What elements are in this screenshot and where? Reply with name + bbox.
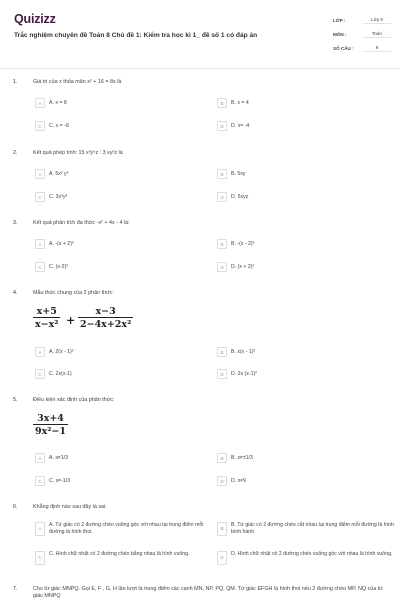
option-c[interactable]: [35, 121, 210, 131]
option-a[interactable]: [35, 239, 210, 249]
fraction-denominator: 2−4x+2x²: [80, 319, 132, 330]
option-letter: B: [217, 522, 227, 536]
question-number: 7.: [13, 586, 18, 592]
option-text: B. 5xy: [231, 171, 246, 177]
option-text: D. x= -4: [231, 123, 250, 129]
option-text: D. 2x (x-1)²: [231, 371, 257, 377]
option-text: A. x≠1/3: [49, 455, 68, 461]
option-b[interactable]: [217, 239, 395, 249]
question-text: Kết quả phân tích đa thức -x² + 4x - 4 là:: [33, 220, 130, 226]
option-letter: B: [217, 453, 227, 463]
option-b[interactable]: [217, 522, 395, 536]
meta-count-value: 9: [363, 45, 391, 52]
option-letter: C: [35, 369, 45, 379]
fraction-numerator: x+5: [36, 306, 57, 317]
option-text: A. 5x² y³: [49, 171, 69, 177]
option-text: D. 5xyz: [231, 194, 249, 200]
option-text: B. x(x - 1)²: [231, 349, 256, 355]
fraction-numerator: 3x+4: [37, 413, 64, 424]
meta-subject-label: MÔN :: [333, 31, 347, 37]
question-text: Điều kiện xác định của phân thức:: [33, 397, 115, 403]
option-text: B. x = 4: [231, 100, 249, 106]
option-letter: D: [217, 121, 227, 131]
option-text: B. Tứ giác có 2 đường chéo cắt nhau tại trung điểm mỗi đường là hình bình hành: [231, 522, 394, 535]
option-d[interactable]: [217, 262, 395, 272]
option-b[interactable]: [217, 169, 395, 179]
option-text: D. Hình chữ nhật có 2 đường chéo vuông góc với nhau là hình vuông.: [231, 551, 393, 557]
option-letter: B: [217, 239, 227, 249]
meta-box: [333, 13, 391, 55]
option-letter: D: [217, 476, 227, 486]
option-text: C. (x-2)²: [49, 264, 69, 270]
question-text: Giá trị của x thỏa mãn x² + 16 = 8x là: [33, 79, 122, 85]
plus-sign: +: [66, 314, 76, 327]
option-text: D. (x + 2)²: [231, 264, 255, 270]
option-c[interactable]: [35, 262, 210, 272]
option-c[interactable]: [35, 369, 210, 379]
option-text: C. Hình chữ nhật có 2 đường chéo bằng nhau là hình vuông.: [49, 551, 190, 557]
option-text: C. 2x(x-1): [49, 371, 72, 377]
fraction-expression: [78, 306, 133, 330]
option-letter: D: [217, 262, 227, 272]
question-number: 4.: [13, 290, 18, 296]
question-text: Mẫu thức chung của 2 phân thức:: [33, 290, 114, 296]
option-text: B. x≠±1/3: [231, 455, 253, 461]
question-number: 1.: [13, 79, 18, 85]
option-letter: A: [35, 347, 45, 357]
option-letter: A: [35, 522, 45, 536]
question-number: 3.: [13, 220, 18, 226]
option-text: D. x≠9: [231, 478, 246, 484]
option-b[interactable]: [217, 347, 395, 357]
option-letter: C: [35, 121, 45, 131]
option-letter: C: [35, 551, 45, 565]
option-c[interactable]: [35, 192, 210, 202]
option-a[interactable]: [35, 169, 210, 179]
option-d[interactable]: [217, 192, 395, 202]
option-text: A. x = 8: [49, 100, 67, 106]
question-number: 5.: [13, 397, 18, 403]
option-a[interactable]: [35, 522, 210, 536]
meta-class-label: LỚP :: [333, 17, 346, 23]
question-text: Cho tứ giác MNPQ. Gọi E, F , G, H lần lượt là trung điểm các cạnh MN, NP, PQ, QM. Tứ giác EFGH là hình thoi nếu 2 đường chéo MP, NQ của tứ giác MNPQ: [33, 586, 383, 599]
quizizz-logo: Quizizz: [14, 12, 56, 26]
option-letter: C: [35, 262, 45, 272]
option-letter: D: [217, 369, 227, 379]
meta-subject: [333, 27, 391, 41]
document-title: Trắc nghiệm chuyên đề Toán 8 Chủ đề 1: Kiểm tra học kì 1_ đề số 1 có đáp án: [14, 32, 258, 39]
option-a[interactable]: [35, 98, 210, 108]
option-d[interactable]: [217, 369, 395, 379]
meta-count-label: SỐ CÂU :: [333, 45, 354, 51]
meta-subject-value: Toán: [363, 31, 391, 38]
option-text: C. x≠-1/3: [49, 478, 71, 484]
option-letter: C: [35, 192, 45, 202]
question-text: Kết quả phép tính: 15 x³y⁵z : 3 xy²z là: [33, 150, 123, 156]
question-number: 2.: [13, 150, 18, 156]
question-text: Khẳng định nào sau đây là sai:: [33, 504, 107, 510]
fraction-expression: [33, 306, 60, 330]
option-text: A. Tứ giác có 2 đường chéo vuông góc với nhau tại trung điểm mỗi đường là hình thoi.: [49, 522, 204, 535]
option-letter: A: [35, 98, 45, 108]
option-letter: B: [217, 98, 227, 108]
fraction-denominator: 9x²−1: [35, 426, 67, 437]
option-text: B. -(x - 2)²: [231, 241, 255, 247]
option-c[interactable]: [35, 551, 210, 565]
fraction-numerator: x−3: [95, 306, 116, 317]
option-letter: A: [35, 453, 45, 463]
option-text: C. 3x²y³: [49, 194, 68, 200]
option-letter: D: [217, 192, 227, 202]
option-text: C. x = -8: [49, 123, 69, 129]
option-a[interactable]: [35, 347, 210, 357]
option-text: A. -(x + 2)²: [49, 241, 74, 247]
option-d[interactable]: [217, 121, 395, 131]
meta-class-value: Lớp 8: [363, 17, 391, 24]
option-b[interactable]: [217, 98, 395, 108]
option-d[interactable]: [217, 476, 395, 486]
option-letter: B: [217, 169, 227, 179]
meta-class: [333, 13, 391, 27]
option-letter: A: [35, 169, 45, 179]
option-text: A. 2(x - 1)²: [49, 349, 74, 355]
option-b[interactable]: [217, 453, 395, 463]
fraction-expression: [33, 413, 68, 437]
option-letter: C: [35, 476, 45, 486]
option-c[interactable]: [35, 476, 210, 486]
fraction-denominator: x−x²: [35, 319, 59, 330]
option-d[interactable]: [217, 551, 395, 565]
option-letter: D: [217, 551, 227, 565]
option-letter: B: [217, 347, 227, 357]
question-number: 6.: [13, 504, 18, 510]
option-a[interactable]: [35, 453, 210, 463]
header-divider: [0, 68, 400, 69]
option-letter: A: [35, 239, 45, 249]
meta-count: [333, 41, 391, 55]
